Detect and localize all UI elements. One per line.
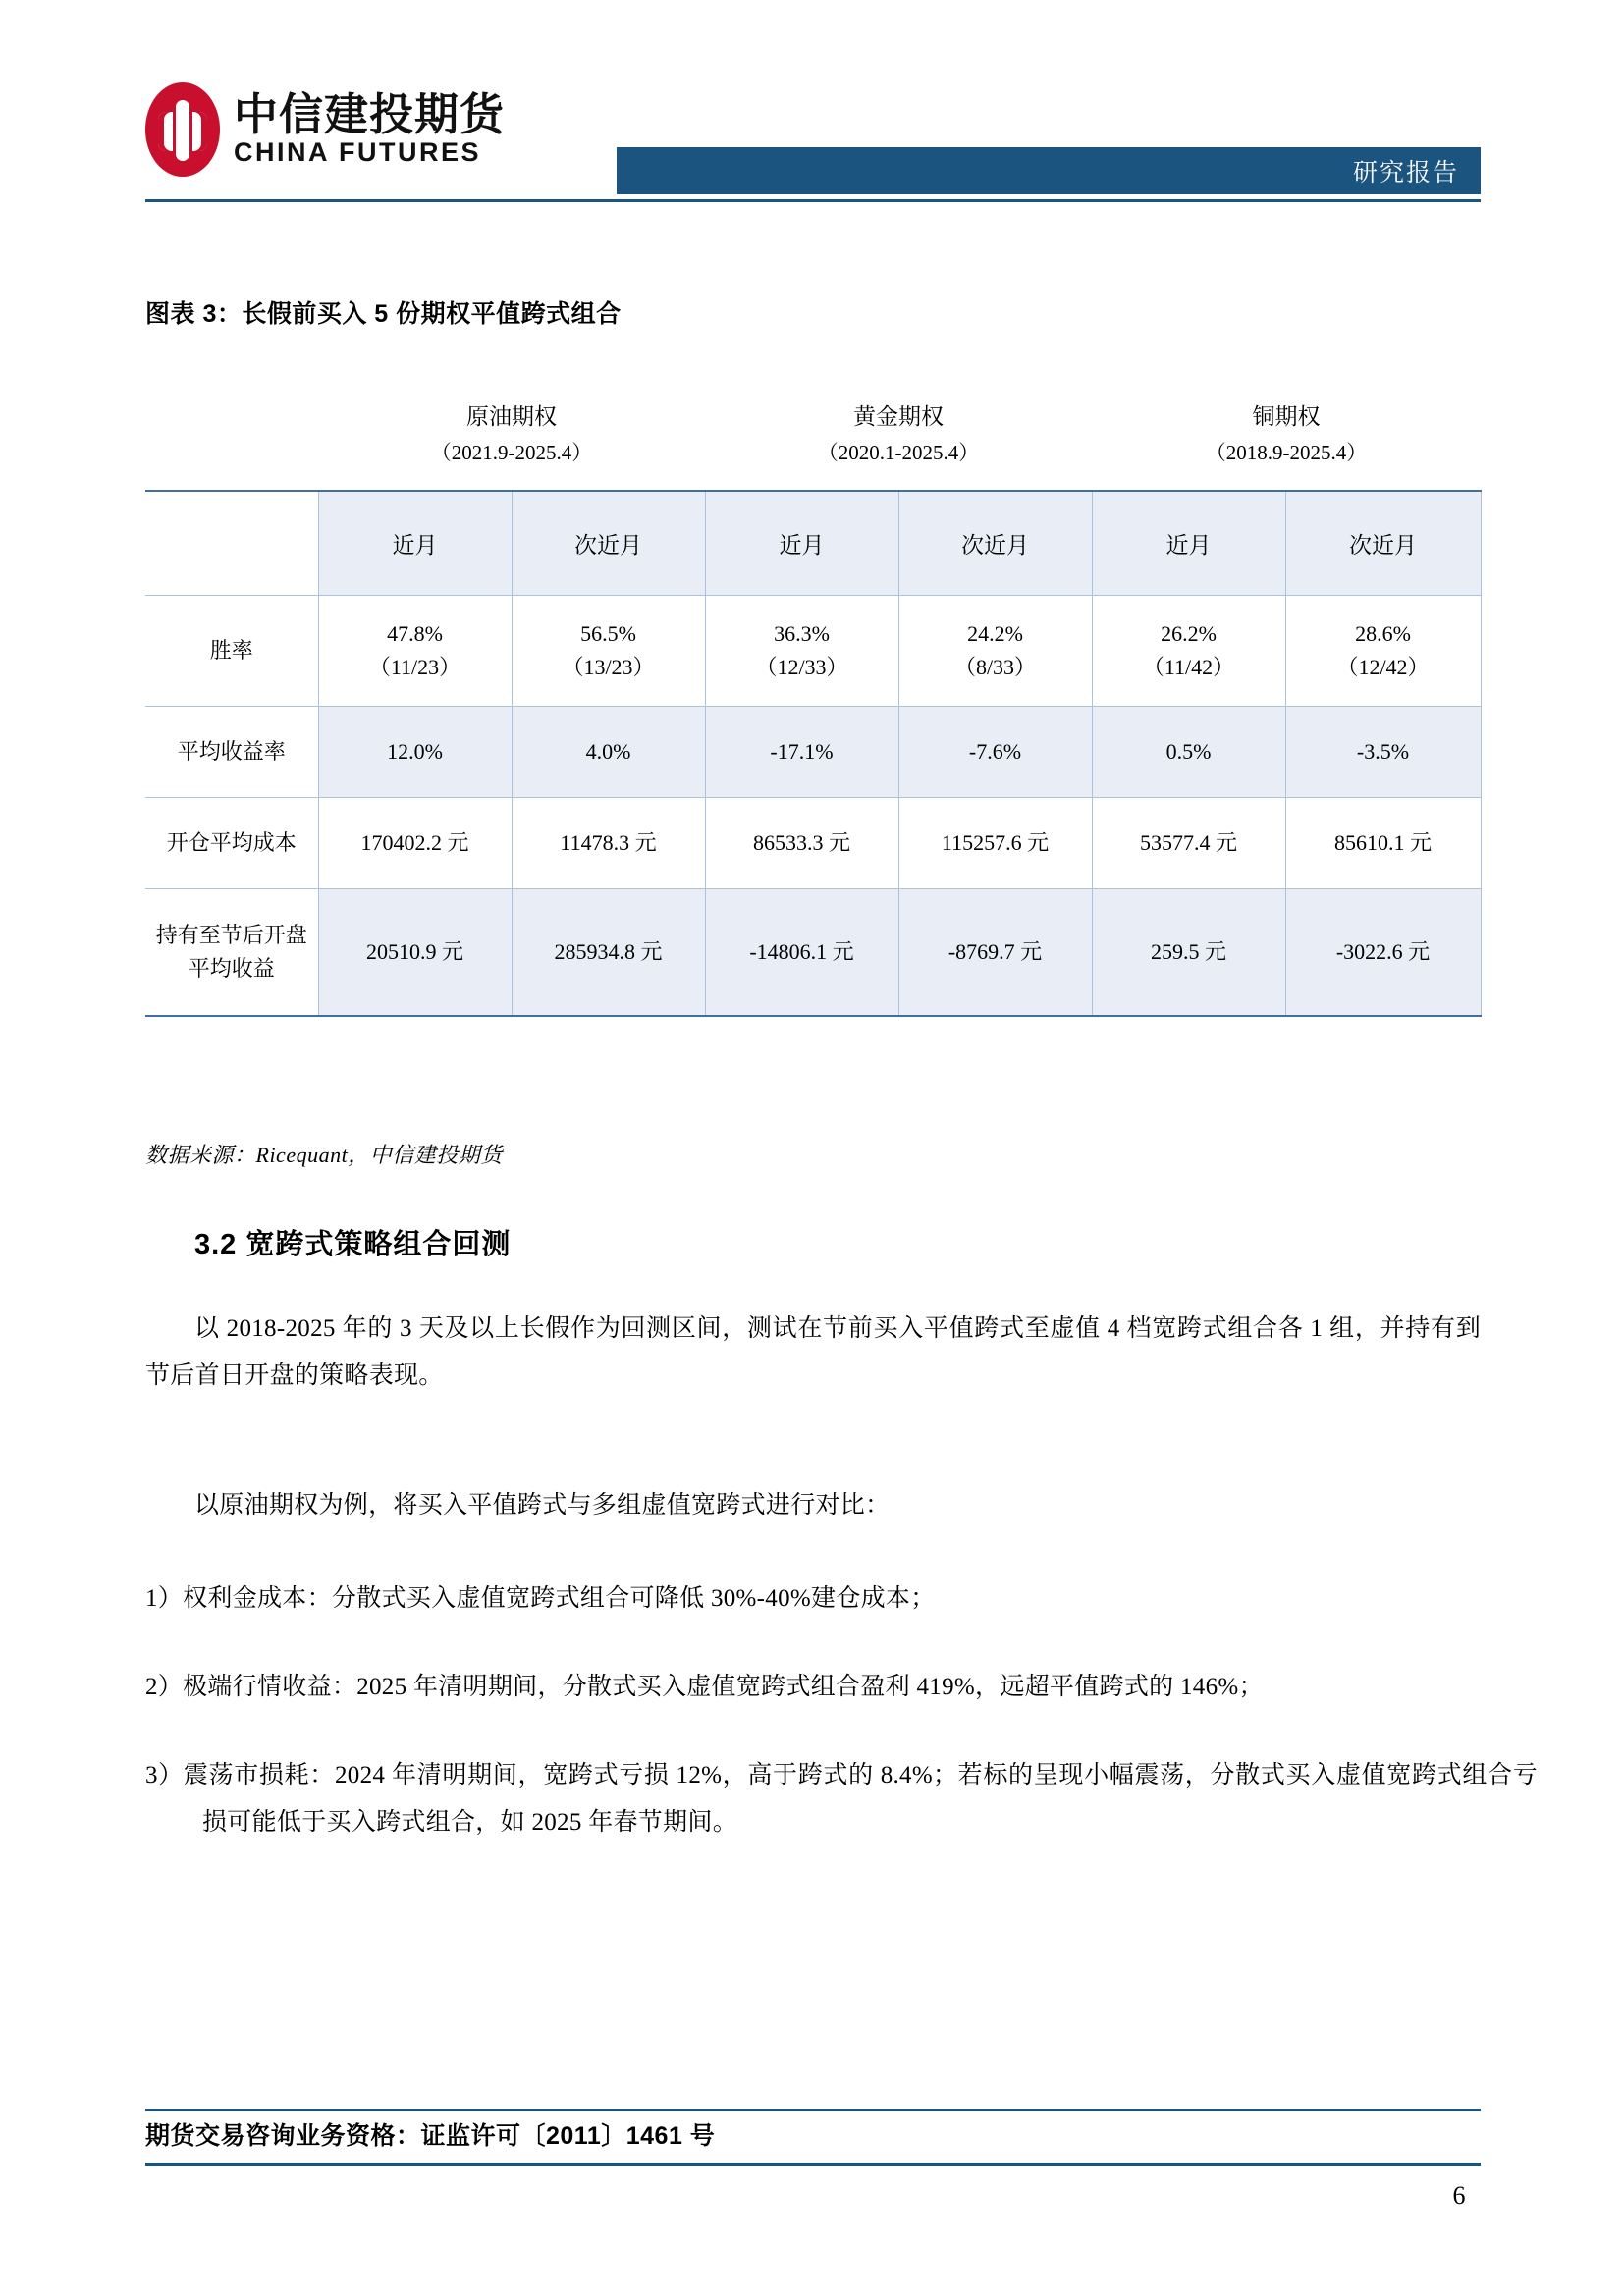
table-row	[145, 707, 1481, 798]
table-cell: 4.0%	[512, 707, 705, 798]
logo-chinese-name: 中信建投期货	[234, 88, 506, 139]
table-cell: 115257.6 元	[898, 798, 1092, 889]
page-header	[0, 0, 1624, 226]
row-label: 开仓平均成本	[145, 798, 318, 889]
backtest-table	[145, 378, 1482, 1017]
table-cell	[1285, 596, 1481, 707]
table-cell: 86533.3 元	[705, 798, 898, 889]
table-group-header-row	[145, 378, 1481, 491]
table-row	[145, 889, 1481, 1017]
subheader-stub	[145, 491, 318, 596]
cell-primary: 56.5%	[580, 620, 636, 646]
table-cell: -3022.6 元	[1285, 889, 1481, 1017]
group-name: 黄金期权	[853, 403, 944, 429]
paragraph: 以 2018-2025 年的 3 天及以上长假作为回测区间，测试在节前买入平值跨式至虚值 4 档宽跨式组合各 1 组，并持有到节后首日开盘的策略表现。	[145, 1315, 1481, 1389]
table-cell: -8769.7 元	[898, 889, 1092, 1017]
section-heading: 3.2 宽跨式策略组合回测	[194, 1229, 512, 1260]
table-cell: 53577.4 元	[1092, 798, 1285, 889]
table-cell: 12.0%	[318, 707, 512, 798]
table-cell: -17.1%	[705, 707, 898, 798]
subheader-cell: 近月	[318, 491, 512, 596]
cell-secondary: （8/33）	[953, 655, 1037, 679]
report-type-label: 研究报告	[1352, 159, 1459, 187]
row-label: 持有至节后开盘平均收益	[145, 889, 318, 1017]
header-divider	[145, 199, 1481, 202]
subheader-cell: 次近月	[1285, 491, 1481, 596]
row-label: 胜率	[145, 596, 318, 707]
subheader-cell: 近月	[1092, 491, 1285, 596]
table-cell: 259.5 元	[1092, 889, 1285, 1017]
table-cell: -14806.1 元	[705, 889, 898, 1017]
logo-english-name: CHINA FUTURES	[234, 137, 481, 168]
subheader-cell: 次近月	[898, 491, 1092, 596]
figure-caption: 图表 3：长假前买入 5 份期权平值跨式组合	[145, 300, 622, 328]
table-cell: 85610.1 元	[1285, 798, 1481, 889]
subheader-cell: 次近月	[512, 491, 705, 596]
footer-divider-bottom	[145, 2163, 1481, 2166]
cell-primary: 24.2%	[967, 620, 1023, 646]
header-band	[617, 147, 1481, 194]
table-cell: 170402.2 元	[318, 798, 512, 889]
figure-table-block	[145, 378, 1481, 1017]
citic-logo-icon	[145, 82, 220, 177]
paragraph: 以原油期权为例，将买入平值跨式与多组虚值宽跨式进行对比：	[194, 1492, 891, 1519]
cell-secondary: （11/42）	[1142, 655, 1235, 679]
cell-secondary: （13/23）	[562, 655, 655, 679]
cell-primary: 28.6%	[1355, 620, 1411, 646]
table-cell: -7.6%	[898, 707, 1092, 798]
data-source-note: 数据来源：Ricequant，中信建投期货	[145, 1143, 503, 1167]
page-number: 6	[1452, 2181, 1466, 2210]
group-name: 铜期权	[1252, 403, 1321, 429]
table-cell: 11478.3 元	[512, 798, 705, 889]
table-cell	[705, 596, 898, 707]
group-name: 原油期权	[466, 403, 557, 429]
cell-primary: 47.8%	[387, 620, 443, 646]
group-header-gold	[705, 378, 1092, 491]
list-item: 1）权利金成本：分散式买入虚值宽跨式组合可降低 30%-40%建仓成本；	[145, 1585, 936, 1612]
table-cell: 0.5%	[1092, 707, 1285, 798]
group-header-stub	[145, 378, 318, 491]
table-cell: -3.5%	[1285, 707, 1481, 798]
table-subheader-row	[145, 491, 1481, 596]
table-cell	[318, 596, 512, 707]
footer-qualification-text: 期货交易咨询业务资格：证监许可〔2011〕1461 号	[145, 2122, 716, 2150]
group-range: （2021.9-2025.4）	[430, 440, 593, 464]
table-row	[145, 798, 1481, 889]
list-item: 2）极端行情收益：2025 年清明期间，分散式买入虚值宽跨式组合盈利 419%，远超平值跨式的 146%；	[145, 1674, 1264, 1700]
cell-primary: 26.2%	[1161, 620, 1217, 646]
row-label: 平均收益率	[145, 707, 318, 798]
subheader-cell: 近月	[705, 491, 898, 596]
logo-text	[234, 88, 506, 168]
cell-secondary: （12/42）	[1336, 655, 1430, 679]
table-cell	[1092, 596, 1285, 707]
table-cell: 20510.9 元	[318, 889, 512, 1017]
table-cell: 285934.8 元	[512, 889, 705, 1017]
table-cell	[512, 596, 705, 707]
list-item: 3）震荡市损耗：2024 年清明期间，宽跨式亏损 12%，高于跨式的 8.4%；若标的呈现小幅震荡，分散式买入虚值宽跨式组合亏损可能低于买入跨式组合，如 2025 年春节期间。	[145, 1762, 1538, 1836]
group-header-copper	[1092, 378, 1481, 491]
company-logo	[145, 82, 505, 177]
table-cell	[898, 596, 1092, 707]
group-header-crude-oil	[318, 378, 705, 491]
cell-primary: 36.3%	[774, 620, 830, 646]
cell-secondary: （12/33）	[755, 655, 848, 679]
cell-secondary: （11/23）	[368, 655, 461, 679]
group-range: （2018.9-2025.4）	[1205, 440, 1368, 464]
table-row	[145, 596, 1481, 707]
footer-divider-top	[145, 2109, 1481, 2111]
group-range: （2020.1-2025.4）	[817, 440, 980, 464]
